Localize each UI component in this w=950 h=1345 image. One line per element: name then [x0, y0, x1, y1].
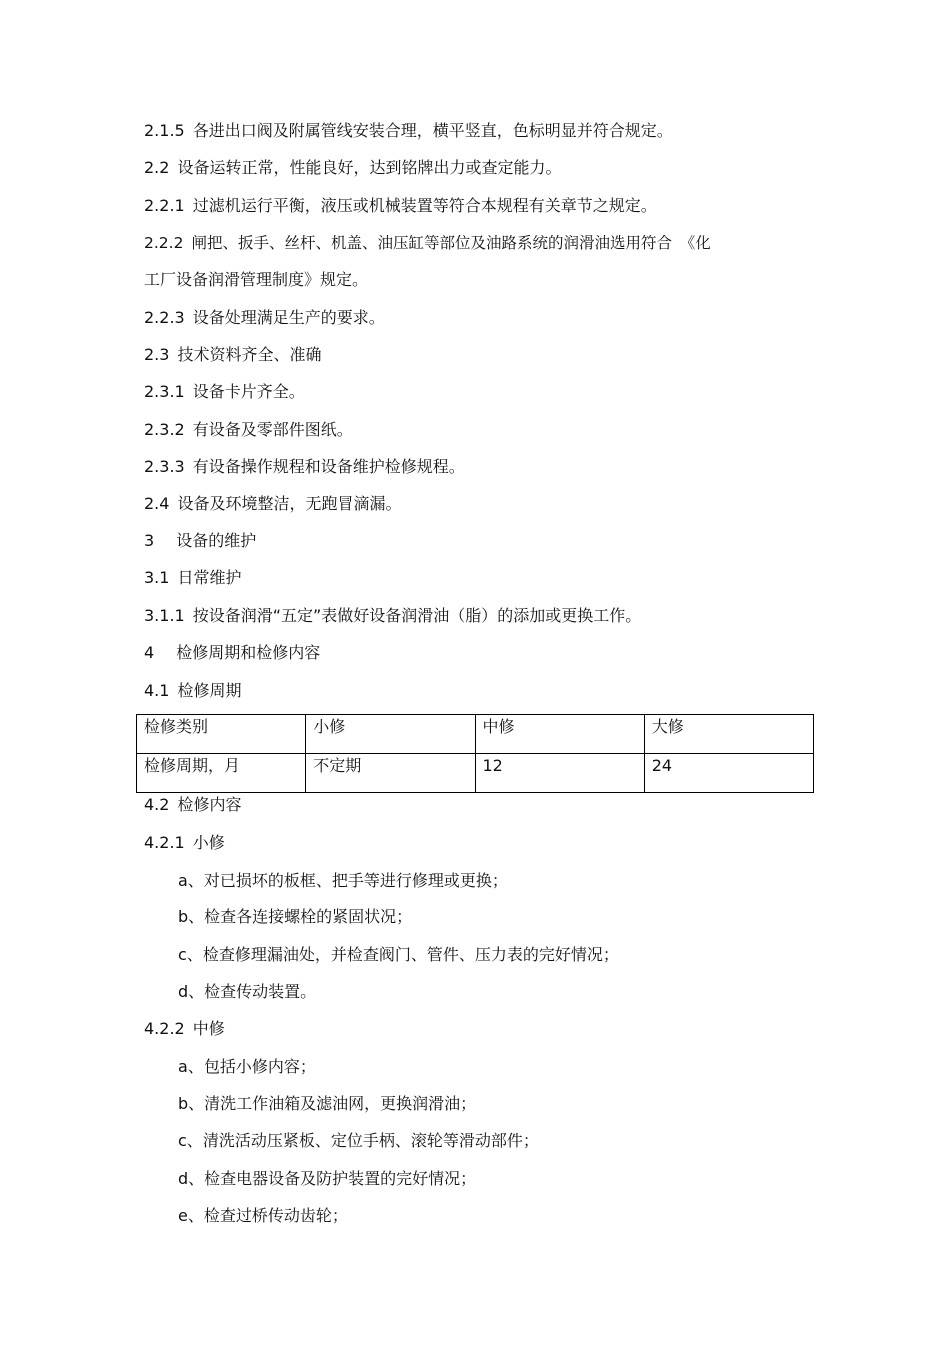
clause-text: 中修: [192, 1019, 225, 1038]
list-item-text: 检查各连接螺栓的紧固状况；: [204, 907, 413, 926]
clause-text: 检修内容: [177, 795, 242, 814]
clause-number: 2.3.1: [144, 382, 185, 401]
section-number: 3: [144, 531, 155, 550]
list-item-text: 检查传动装置。: [204, 982, 317, 1001]
clause-2-3: [144, 345, 321, 365]
clause-number: 2.2.2: [144, 234, 184, 252]
clause-text: 设备运转正常，性能良好，达到铭牌出力或查定能力。: [177, 158, 562, 177]
table-cell: 检修类别: [137, 715, 306, 754]
clause-2-2: [144, 158, 561, 178]
clause-number: 4.2: [144, 795, 170, 814]
list-item: [178, 907, 412, 927]
clause-text: 设备卡片齐全。: [192, 382, 305, 401]
table-cell: 小修: [306, 715, 475, 754]
clause-text: 设备及环境整洁，无跑冒滴漏。: [177, 494, 402, 513]
clause-text: 过滤机运行平衡，液压或机械装置等符合本规程有关章节之规定。: [192, 196, 657, 215]
clause-2-4: [144, 494, 401, 514]
clause-number: 2.4: [144, 494, 170, 513]
clause-number: 2.2.3: [144, 308, 185, 327]
clause-text: 按设备润滑“五定”表做好设备润滑油（脂）的添加或更换工作。: [192, 606, 642, 625]
section-title: 检修周期和检修内容: [176, 643, 321, 662]
clause-text: 日常维护: [177, 568, 242, 587]
clause-2-2-1: [144, 196, 657, 216]
clause-2-1-5: [144, 121, 673, 141]
list-item-letter: c、: [178, 945, 203, 964]
clause-3-1-1: [144, 606, 641, 626]
list-item-text: 清洗活动压紧板、定位手柄、滚轮等滑动部件；: [202, 1131, 539, 1150]
clause-number: 4.2.2: [144, 1019, 185, 1038]
table-row: [137, 754, 814, 793]
clause-number: 2.2: [144, 158, 170, 177]
table-cell: 不定期: [306, 754, 475, 793]
list-item-text: 检查电器设备及防护装置的完好情况；: [204, 1169, 477, 1188]
list-item-text: 检查修理漏油处，并检查阀门、管件、压力表的完好情况；: [202, 945, 619, 964]
clause-2-3-2: [144, 420, 353, 440]
clause-number: 4.2.1: [144, 833, 185, 852]
clause-text: 各进出口阀及附属管线安装合理，横平竖直，色标明显并符合规定。: [192, 121, 673, 140]
list-item-text: 清洗工作油箱及滤油网，更换润滑油；: [204, 1094, 477, 1113]
maintenance-cycle-table: [136, 714, 814, 793]
clause-3-1: [144, 568, 241, 588]
table-cell: 大修: [644, 715, 813, 754]
list-item-text: 对已损坏的板框、把手等进行修理或更换；: [203, 871, 508, 890]
clause-2-2-2: [144, 233, 711, 253]
list-item: [178, 1131, 539, 1151]
clause-text: 检修周期: [177, 681, 242, 700]
clause-2-2-3: [144, 308, 385, 328]
table-header-row: [137, 715, 814, 754]
section-number: 4: [144, 643, 155, 662]
clause-4-1: [144, 681, 241, 701]
list-item-letter: d、: [178, 1169, 205, 1188]
list-item: [178, 945, 619, 965]
list-item-letter: e、: [178, 1206, 204, 1225]
table-cell: 检修周期，月: [137, 754, 306, 793]
clause-2-3-1: [144, 382, 305, 402]
list-item-letter: b、: [178, 907, 205, 926]
clause-number: 2.3: [144, 345, 170, 364]
clause-number: 4.1: [144, 681, 170, 700]
clause-text: 闸把、扳手、丝杆、机盖、油压缸等部位及油路系统的润滑油选用符合 《化: [191, 234, 711, 252]
clause-text: 技术资料齐全、准确: [177, 345, 322, 364]
list-item: [178, 1057, 316, 1077]
clause-2-3-3: [144, 457, 465, 477]
clause-4-2: [144, 795, 241, 815]
list-item: [178, 1094, 476, 1114]
table-cell: 中修: [475, 715, 644, 754]
clause-text: 设备处理满足生产的要求。: [192, 308, 385, 327]
list-item: [178, 982, 316, 1002]
list-item-letter: b、: [178, 1094, 205, 1113]
clause-number: 3.1: [144, 568, 170, 587]
section-title: 设备的维护: [176, 531, 257, 550]
clause-4-2-2: [144, 1019, 225, 1039]
list-item-letter: a、: [178, 1057, 204, 1076]
clause-text: 小修: [192, 833, 225, 852]
list-item: [178, 1169, 476, 1189]
clause-number: 2.2.1: [144, 196, 185, 215]
section-4-heading: [144, 643, 320, 663]
clause-number: 2.3.2: [144, 420, 185, 439]
clause-number: 2.3.3: [144, 457, 185, 476]
clause-text: 有设备操作规程和设备维护检修规程。: [192, 457, 465, 476]
list-item-text: 检查过桥传动齿轮；: [203, 1206, 348, 1225]
table-cell: 24: [644, 754, 813, 793]
list-item: [178, 1206, 348, 1226]
list-item-letter: a、: [178, 871, 204, 890]
list-item-letter: c、: [178, 1131, 203, 1150]
clause-number: 2.1.5: [144, 121, 185, 140]
clause-number: 3.1.1: [144, 606, 185, 625]
clause-2-2-2-continued: [144, 270, 368, 290]
section-3-heading: [144, 531, 256, 551]
list-item: [178, 871, 508, 891]
table-cell: 12: [475, 754, 644, 793]
clause-4-2-1: [144, 833, 225, 853]
clause-text: 工厂设备润滑管理制度》规定。: [144, 270, 369, 289]
clause-text: 有设备及零部件图纸。: [192, 420, 353, 439]
list-item-letter: d、: [178, 982, 205, 1001]
list-item-text: 包括小修内容；: [203, 1057, 316, 1076]
